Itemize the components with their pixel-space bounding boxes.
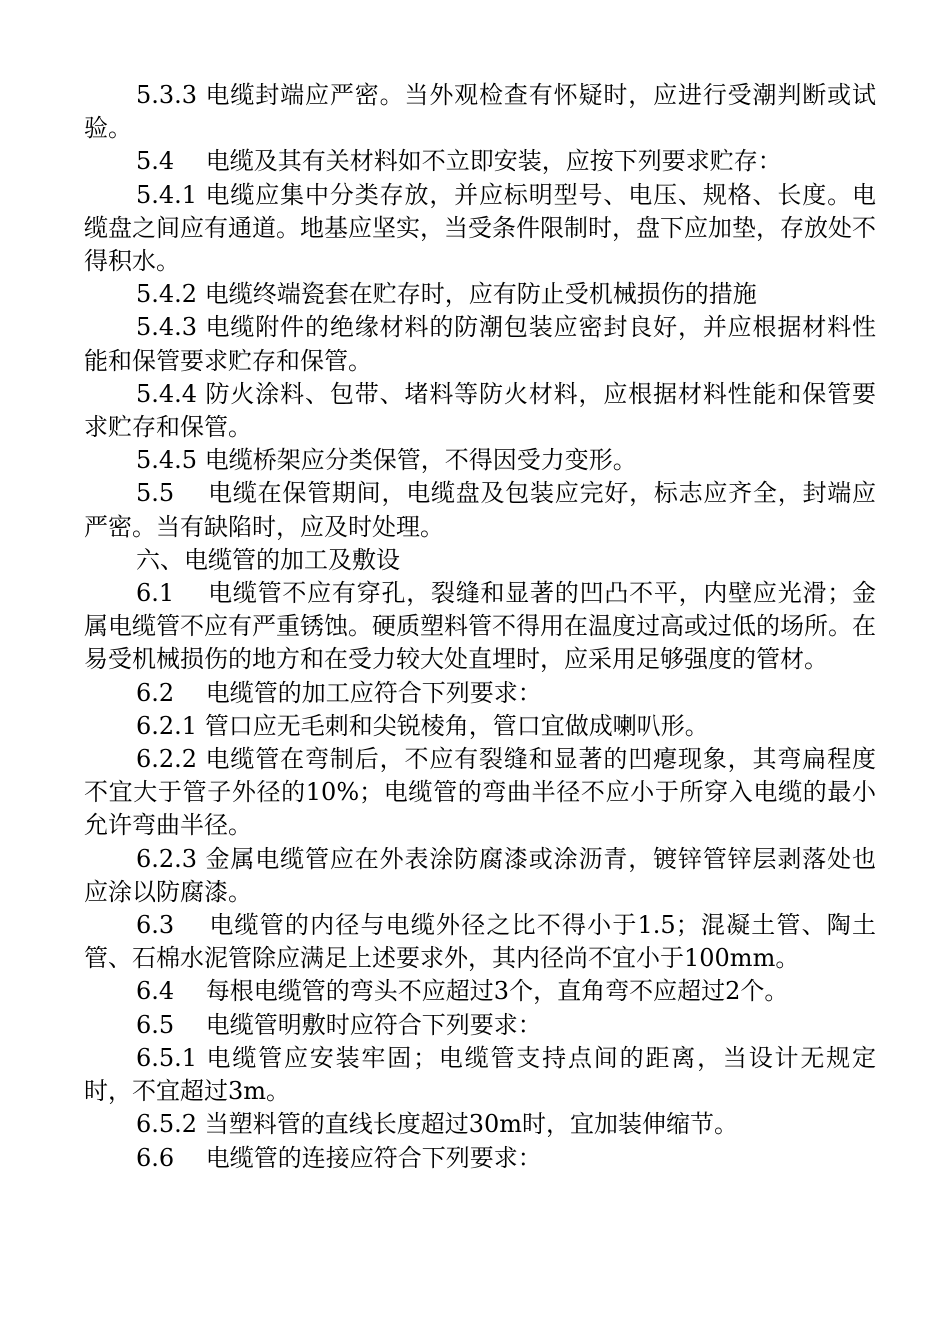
paragraph-6-2-1: 6.2.1 管口应无毛刺和尖锐棱角，管口宜做成喇叭形。 xyxy=(136,711,709,740)
document-body xyxy=(84,79,876,1175)
paragraph-5-4-2: 5.4.2 电缆终端瓷套在贮存时，应有防止受机械损伤的措施 xyxy=(136,280,757,309)
paragraph-6-6: 6.6 电缆管的连接应符合下列要求： xyxy=(136,1143,542,1172)
paragraph-6-2-2: 6.2.2 电缆管在弯制后，不应有裂缝和显著的凹瘪现象，其弯扁程度不宜大于管子外径的10%；电缆管的弯曲半径不应小于所穿入电缆的最小允许弯曲半径。 xyxy=(84,745,876,840)
paragraph-6-3: 6.3 电缆管的内径与电缆外径之比不得小于1.5；混凝土管、陶土管、石棉水泥管除应满足上述要求外，其内径尚不宜小于100mm。 xyxy=(84,911,876,973)
paragraph-6-5-1: 6.5.1 电缆管应安装牢固；电缆管支持点间的距离，当设计无规定时，不宜超过3m。 xyxy=(84,1043,876,1106)
paragraph-6-1: 6.1 电缆管不应有穿孔，裂缝和显著的凹凸不平，内壁应光滑；金属电缆管不应有严重锈蚀。硬质塑料管不得用在温度过高或过低的场所。在易受机械损伤的地方和在受力较大处直埋时，应采用足够强度的管材。 xyxy=(84,579,876,674)
paragraph-6-5: 6.5 电缆管明敷时应符合下列要求： xyxy=(136,1010,542,1039)
paragraph-5-5: 5.5 电缆在保管期间，电缆盘及包装应完好，标志应齐全，封端应严密。当有缺陷时，应及时处理。 xyxy=(84,479,876,541)
paragraph-6-2: 6.2 电缆管的加工应符合下列要求： xyxy=(136,678,542,707)
paragraph-5-3-3: 5.3.3 电缆封端应严密。当外观检查有怀疑时，应进行受潮判断或试验。 xyxy=(84,81,876,143)
paragraph-5-4: 5.4 电缆及其有关材料如不立即安装，应按下列要求贮存： xyxy=(136,147,782,176)
section-heading-6: 六、电缆管的加工及敷设 xyxy=(136,545,400,574)
paragraph-6-2-3: 6.2.3 金属电缆管应在外表涂防腐漆或涂沥青，镀锌管锌层剥落处也应涂以防腐漆。 xyxy=(84,844,876,906)
paragraph-6-5-2: 6.5.2 当塑料管的直线长度超过30m时，宜加装伸缩节。 xyxy=(136,1110,738,1139)
paragraph-5-4-3: 5.4.3 电缆附件的绝缘材料的防潮包装应密封良好，并应根据材料性能和保管要求贮存和保管。 xyxy=(84,313,876,375)
paragraph-5-4-1: 5.4.1 电缆应集中分类存放，并应标明型号、电压、规格、长度。电缆盘之间应有通道。地基应坚实，当受条件限制时，盘下应加垫，存放处不得积水。 xyxy=(84,180,876,276)
paragraph-6-4: 6.4 每根电缆管的弯头不应超过3个，直角弯不应超过2个。 xyxy=(136,977,789,1006)
paragraph-5-4-5: 5.4.5 电缆桥架应分类保管，不得因受力变形。 xyxy=(136,446,637,475)
paragraph-5-4-4: 5.4.4 防火涂料、包带、堵料等防火材料，应根据材料性能和保管要求贮存和保管。 xyxy=(84,379,876,442)
